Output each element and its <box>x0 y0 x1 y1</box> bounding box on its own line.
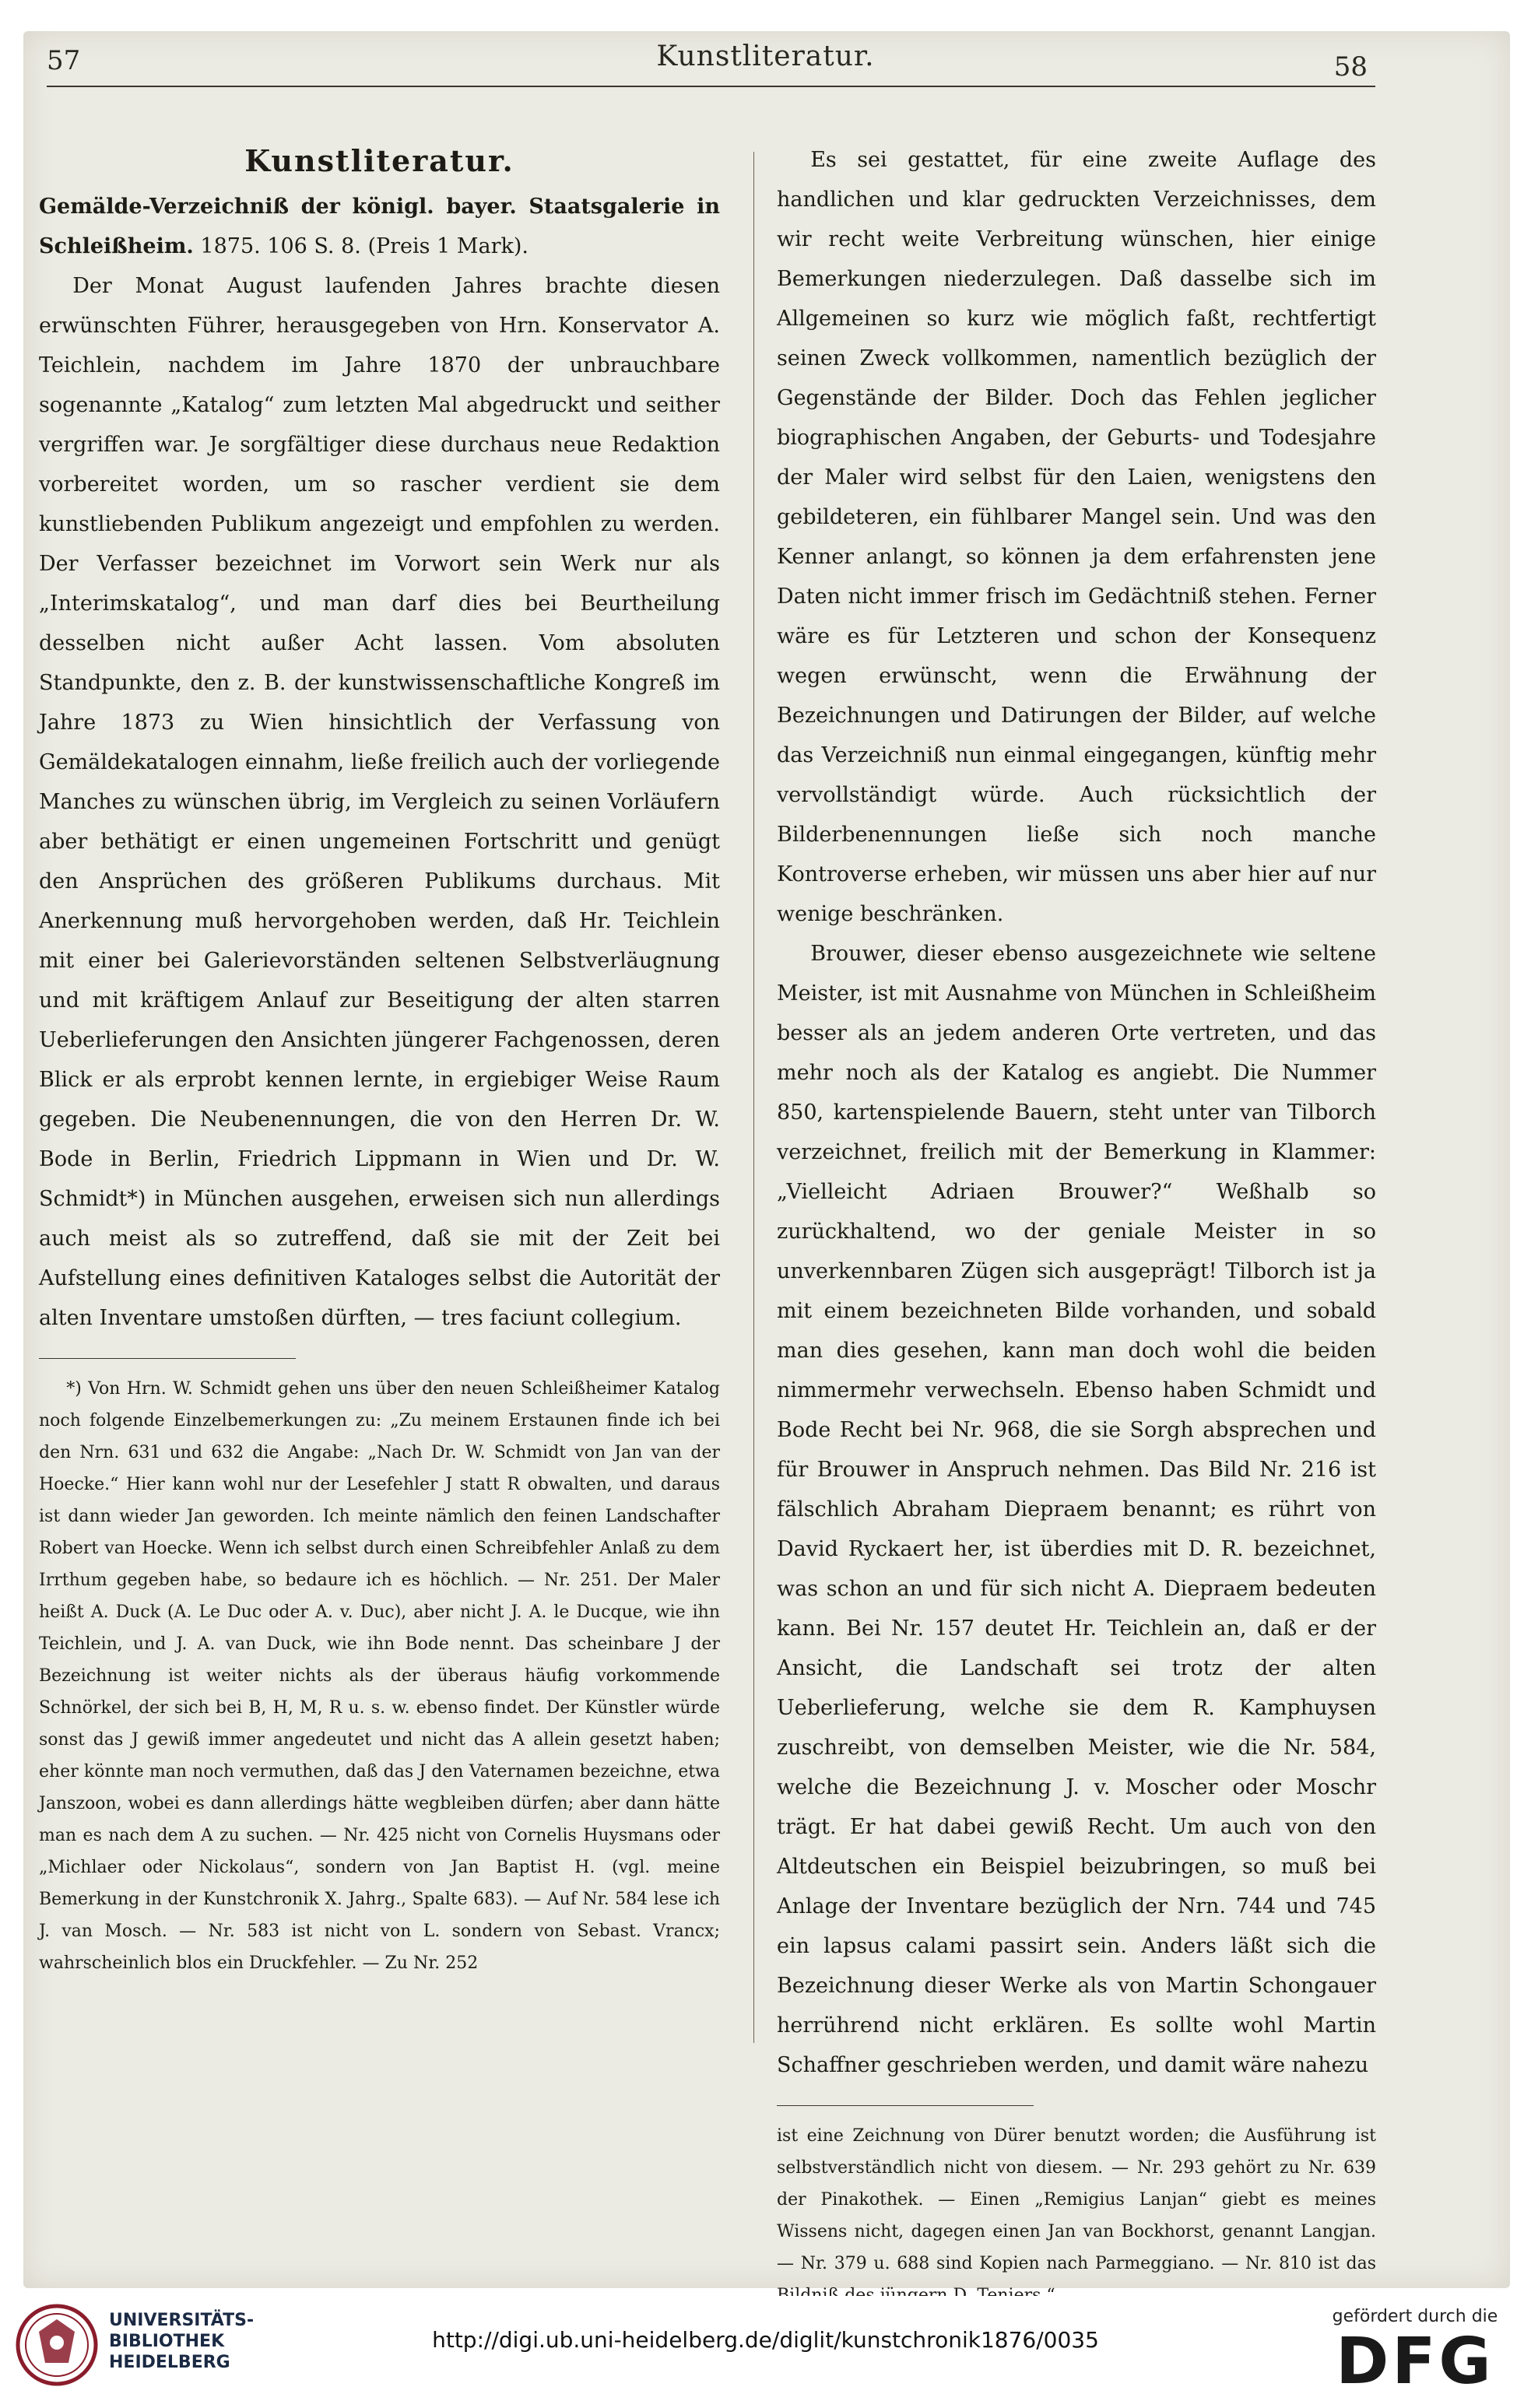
right-paragraph-2: Brouwer, dieser ebenso ausgezeichnete wie seltene Meister, ist mit Ausnahme von München in Schleißheim besser als an jedem anderen Orte vertreten, und das mehr noch als der Katalog es angiebt. Die Nummer 850, kartenspielende Bauern, steht unter van Tilborch verzeichnet, freilich mit der Bemerkung in Klammer: „Vielleicht Adriaen Brouwer?“ Weßhalb so zurückhaltend, wo der geniale Meister in so unverkennbaren Zügen sich ausgeprägt! Tilborch ist ja mit einem bezeichneten Bilde vorhanden, und sobald man dies gesehen, kann man doch wohl die beiden nimmermehr verwechseln. Ebenso haben Schmidt und Bode Recht bei Nr. 968, die sie Sorgh absprechen und für Brouwer in Anspruch nehmen. Das Bild Nr. 216 ist fälschlich Abraham Diepraem benannt; es rührt von David Ryckaert her, ist überdies mit D. R. bezeichnet, was schon an und für sich nicht A. Diepraem bedeuten kann. Bei Nr. 157 deutet Hr. Teichlein an, daß er der Ansicht, die Landschaft sei trotz der alten Ueberlieferung, welche sie dem R. Kamphuysen zuschreibt, von demselben Meister, wie die Nr. 584, welche die Bezeichnung J. v. Moscher oder Moschr trägt. Er hat dabei gewiß Recht. Um auch von den Altdeutschen ein Beispiel beizubringen, so muß bei Anlage der Inventare bezüglich der Nrn. 744 und 745 ein lapsus calami passirt sein. Anders läßt sich die Bezeichnung dieser Werke als von Martin Schongauer herrührend nicht erklären. Es sollte wohl Martin Schaffner geschrieben werden, und damit wäre nahezu <box>777 942 1376 2077</box>
left-column <box>39 140 720 1979</box>
left-page-number: 57 <box>47 45 81 76</box>
item-entry <box>39 187 720 266</box>
footnote-rule-right <box>777 2105 1034 2106</box>
column-divider <box>753 152 754 2043</box>
funded-by-label: gefördert durch die <box>1332 2307 1498 2326</box>
digitization-url[interactable]: http://digi.ub.uni-heidelberg.de/diglit/kunstchronik1876/0035 <box>432 2327 1099 2353</box>
left-paragraph-1: Der Monat August laufenden Jahres brachte diesen erwünschten Führer, herausgegeben von Hrn. Konservator A. Teichlein, nachdem im Jahre 1870 der unbrauchbare sogenannte „Katalog“ zum letzten Mal abgedruckt und seither vergriffen war. Je sorgfältiger diese durchaus neue Redaktion vorbereitet worden, um so rascher verdient sie dem kunstliebenden Publikum angezeigt und empfohlen zu werden. Der Verfasser bezeichnet im Vorwort sein Werk nur als „Interimskatalog“, und man darf dies bei Beurtheilung desselben nicht außer Acht lassen. Vom absoluten Standpunkte, den z. B. der kunstwissenschaftliche Kongreß im Jahre 1873 zu Wien hinsichtlich der Verfassung von Gemäldekatalogen einnahm, ließe freilich auch der vorliegende Manches zu wünschen übrig, im Vergleich zu seinen Vorläufern aber bethätigt er einen ungemeinen Fortschritt und genügt den Ansprüchen des größeren Publikums durchaus. Mit Anerkennung muß hervorgehoben werden, daß Hr. Teichlein mit einer bei Galerievorständen seltenen Selbstverläugnung und mit kräftigem Anlauf zur Beseitigung der alten starren Ueberlieferungen den Ansichten jüngerer Fachgenossen, deren Blick er als erprobt kennen lernte, in ergiebiger Weise Raum gegeben. Die Neubenennungen, die von den Herren Dr. W. Bode in Berlin, Friedrich Lippmann in Wien und Dr. W. Schmidt*) in München ausgehen, erweisen sich nun allerdings auch meist als so zutreffend, daß sie mit der Zeit bei Aufstellung eines definitiven Kataloges selbst die Autorität der alten Inventare umstoßen dürften, — tres faciunt collegium. <box>39 274 720 1330</box>
university-line-2: BIBLIOTHEK <box>109 2332 225 2351</box>
footnote-rule <box>39 1358 296 1359</box>
footnote: *) Von Hrn. W. Schmidt gehen uns über den neuen Schleißheimer Katalog noch folgende Einzelbemerkungen zu: „Zu meinem Erstaunen finde ich bei den Nrn. 631 und 632 die Angabe: „Nach Dr. W. Schmidt von Jan van der Hoecke.“ Hier kann wohl nur der Lesefehler J statt R obwalten, und daraus ist dann wieder Jan geworden. Ich meinte nämlich den feinen Landschafter Robert van Hoecke. Wenn ich selbst durch einen Schreibfehler Anlaß zu dem Irrthum gegeben habe, so bedaure ich es höchlich. — Nr. 251. Der Maler heißt A. Duck (A. Le Duc oder A. v. Duc), aber nicht J. A. le Ducque, wie ihn Teichlein, und J. A. van Duck, wie ihn Bode nennt. Das scheinbare J der Bezeichnung ist weiter nichts als der überaus häufig vorkommende Schnörkel, der sich bei B, H, M, R u. s. w. ebenso findet. Der Künstler würde sonst das J gewiß immer angedeutet und nicht das A allein gesetzt haben; eher könnte man noch vermuthen, daß das J den Vaternamen bezeichne, etwa Janszoon, wobei es dann allerdings hätte wegbleiben dürfen; aber dann hätte man es nach dem A zu suchen. — Nr. 425 nicht von Cornelis Huysmans oder „Michlaer oder Nickolaus“, sondern von Jan Baptist H. (vgl. meine Bemerkung in der Kunstchronik X. Jahrg., Spalte 683). — Auf Nr. 584 lese ich J. van Mosch. — Nr. 583 ist nicht von L. sondern von Sebast. Vrancx; wahrscheinlich blos ein Druckfehler. — Zu Nr. 252 <box>39 1379 720 1973</box>
item-heading: Gemälde-Verzeichniß der königl. bayer. Staatsgalerie in Schleißheim. <box>39 195 720 258</box>
dfg-logo: DFG <box>1336 2325 1494 2399</box>
right-paragraph-1: Es sei gestattet, für eine zweite Auflage des handlichen und klar gedruckten Verzeichnisses, dem wir recht weite Verbreitung wünschen, hier einige Bemerkungen niederzulegen. Daß dasselbe sich im Allgemeinen so kurz wie möglich faßt, rechtfertigt seinen Zweck vollkommen, namentlich bezüglich der Gegenstände der Bilder. Doch das Fehlen jeglicher biographischen Angaben, der Geburts- und Todesjahre der Maler wird selbst für den Laien, wenigstens den gebildeteren, ein fühlbarer Mangel sein. Und was den Kenner anlangt, so können ja dem erfahrensten jene Daten nicht immer frisch im Gedächtniß stehen. Ferner wäre es für Letzteren und schon der Konsequenz wegen erwünscht, wenn die Erwähnung der Bezeichnungen und Datirungen der Bilder, auf welche das Verzeichniß nun einmal eingegangen, künftig mehr vervollständigt würde. Auch rücksichtlich der Bilderbenennungen ließe sich noch manche Kontroverse erheben, wir müssen uns aber hier auf nur wenige beschränken. <box>777 148 1376 926</box>
item-details: 1875. 106 S. 8. (Preis 1 Mark). <box>200 234 528 258</box>
right-page-number: 58 <box>1333 51 1368 82</box>
funder-block <box>1326 2307 1505 2398</box>
university-line-1: UNIVERSITÄTS- <box>109 2311 255 2330</box>
right-column <box>777 140 1376 2311</box>
header-rule <box>47 86 1375 87</box>
section-title: Kunstliteratur. <box>244 143 514 178</box>
running-head: Kunstliteratur. <box>656 40 875 72</box>
footnote-continued: ist eine Zeichnung von Dürer benutzt worden; die Ausführung ist selbstverständlich nicht von diesem. — Nr. 293 gehört zu Nr. 639 der Pinakothek. — Einen „Remigius Lanjan“ giebt es meines Wissens nicht, dagegen einen Jan van Bockhorst, genannt Langjan. — Nr. 379 u. 688 sind Kopien nach Parmeggiano. — Nr. 810 ist das <box>777 2126 1376 2273</box>
university-line-3: HEIDELBERG <box>109 2353 230 2372</box>
